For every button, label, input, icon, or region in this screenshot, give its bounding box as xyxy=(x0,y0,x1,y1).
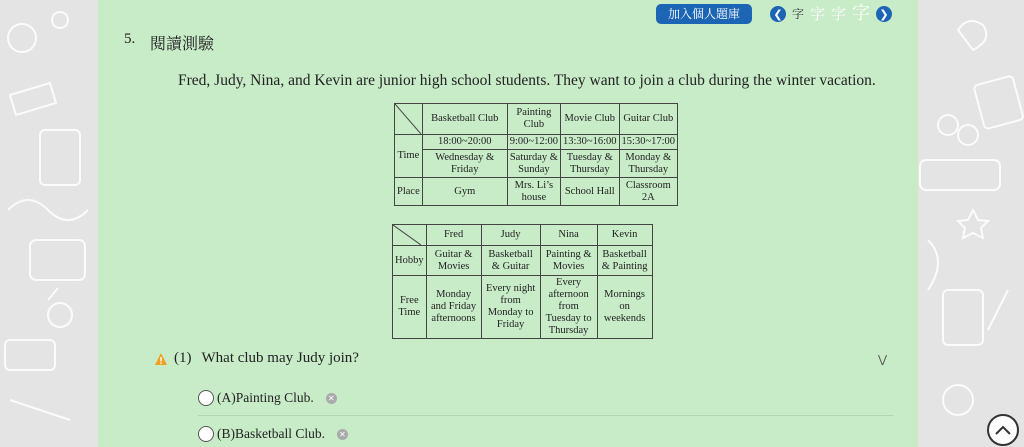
table-cell: 13:30~16:00 xyxy=(561,135,620,150)
collapse-chevron-icon[interactable]: ⋁ xyxy=(878,353,888,366)
table-cell: School Hall xyxy=(561,178,620,206)
eliminate-icon[interactable]: ✕ xyxy=(337,429,348,440)
table-cell: Basketball & Painting xyxy=(597,246,652,276)
header-cell: Painting Club xyxy=(507,104,560,135)
table-cell: Classroom 2A xyxy=(619,178,678,206)
table-cell: Wednesday & Friday xyxy=(422,150,507,178)
header-cell: Nina xyxy=(540,225,597,246)
header-cell: Movie Club xyxy=(561,104,620,135)
header-cell: Basketball Club xyxy=(422,104,507,135)
right-doodle-background xyxy=(918,0,1024,447)
table-cell: Mrs. Li’s house xyxy=(507,178,560,206)
row-label: Hobby xyxy=(393,246,427,276)
chevron-right-icon[interactable]: ❯ xyxy=(876,6,892,22)
table-cell: Mornings on weekends xyxy=(597,276,652,339)
toolbar xyxy=(656,4,892,24)
font-size-small-button[interactable]: 字 xyxy=(791,7,804,21)
option-divider xyxy=(198,415,893,416)
sub-question-text: What club may Judy join? xyxy=(201,350,359,366)
table-cell: Painting & Movies xyxy=(540,246,597,276)
table-cell: Every night from Monday to Friday xyxy=(481,276,540,339)
header-cell: Judy xyxy=(481,225,540,246)
header-cell: Kevin xyxy=(597,225,652,246)
question-panel xyxy=(98,0,918,447)
table-cell: Monday & Thursday xyxy=(619,150,678,178)
sub-question xyxy=(154,350,359,367)
header-cell: Fred xyxy=(426,225,481,246)
table-corner-cell xyxy=(393,225,427,246)
table-cell: Saturday & Sunday xyxy=(507,150,560,178)
row-label: Time xyxy=(395,135,423,178)
question-title: 閱讀測驗 xyxy=(150,34,215,53)
table-cell: Gym xyxy=(422,178,507,206)
table-cell: 15:30~17:00 xyxy=(619,135,678,150)
table-cell: Tuesday & Thursday xyxy=(561,150,620,178)
option-b[interactable] xyxy=(198,426,348,442)
question-number: 5. xyxy=(124,31,136,47)
option-text: Painting Club. xyxy=(235,390,314,405)
option-a[interactable] xyxy=(198,390,337,406)
sub-question-number: (1) xyxy=(174,350,192,366)
add-to-question-bank-button[interactable]: 加入個人題庫 xyxy=(656,4,752,24)
clubs-table xyxy=(394,103,678,206)
radio-button[interactable] xyxy=(198,426,214,442)
option-label: (A) xyxy=(217,390,236,405)
row-label: Place xyxy=(395,178,423,206)
font-size-large-button[interactable]: 字 xyxy=(830,4,846,23)
reading-passage: Fred, Judy, Nina, and Kevin are junior high school students. They want to join a club during the winter vacation. xyxy=(178,72,876,89)
scroll-to-top-button[interactable] xyxy=(987,414,1019,446)
table-corner-cell xyxy=(395,104,423,135)
font-size-xlarge-button[interactable]: 字 xyxy=(852,3,870,24)
header-cell: Guitar Club xyxy=(619,104,678,135)
font-size-medium-button[interactable]: 字 xyxy=(809,4,825,23)
left-doodle-background xyxy=(0,0,98,447)
table-cell: 18:00~20:00 xyxy=(422,135,507,150)
warning-icon xyxy=(154,352,168,366)
table-cell: Monday and Friday afternoons xyxy=(426,276,481,339)
table-cell: Basketball & Guitar xyxy=(481,246,540,276)
option-label: (B) xyxy=(217,426,235,441)
chevron-up-icon xyxy=(995,425,1011,435)
row-label: Free Time xyxy=(393,276,427,339)
students-table xyxy=(392,224,653,339)
radio-button[interactable] xyxy=(198,390,214,406)
eliminate-icon[interactable]: ✕ xyxy=(326,393,337,404)
table-cell: 9:00~12:00 xyxy=(507,135,560,150)
chevron-left-icon[interactable]: ❮ xyxy=(770,6,786,22)
table-cell: Guitar & Movies xyxy=(426,246,481,276)
option-text: Basketball Club. xyxy=(235,426,325,441)
table-cell: Every afternoon from Tuesday to Thursday xyxy=(540,276,597,339)
